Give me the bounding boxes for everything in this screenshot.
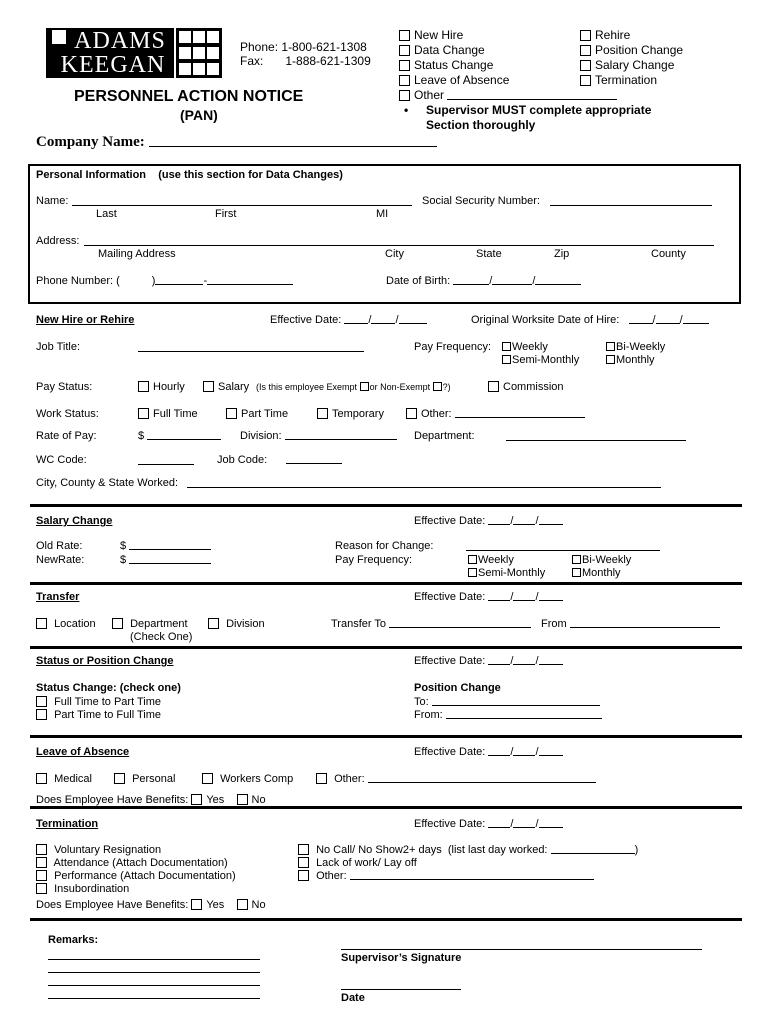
action-rehire[interactable]: Rehire [580,28,683,43]
location-worked-label: City, County & State Worked: [36,477,179,489]
status-pt-to-ft[interactable]: Part Time to Full Time [36,709,161,721]
location-worked-field[interactable] [187,478,661,488]
department-label: Department: [414,430,475,442]
divider [30,918,742,921]
divider [30,806,742,809]
term-benefits-no[interactable]: No [237,899,266,911]
pay-freq-weekly[interactable]: Weekly [502,341,548,353]
transfer-department[interactable]: Department [112,618,188,630]
leave-other[interactable]: Other: [316,773,596,785]
remarks-label: Remarks: [48,934,99,946]
divider [30,735,742,738]
name-part-last: Last [96,208,117,220]
address-field[interactable] [84,236,714,246]
position-from[interactable]: From: [414,709,602,721]
termination-benefits-row: Does Employee Have Benefits: Yes No [36,899,266,911]
ssn-label: Social Security Number: [422,195,540,207]
term-benefits-yes[interactable]: Yes [191,899,224,911]
status-effective-date: Effective Date: / / [414,655,563,667]
address-part-city: City [385,248,404,260]
work-status-other[interactable]: Other: [406,408,585,420]
pay-freq-monthly[interactable]: Monthly [606,354,655,366]
transfer-to[interactable]: Transfer To [331,618,531,630]
leave-effective-date: Effective Date: / / [414,746,563,758]
phone-number-row: Phone Number: ( ) - [36,275,293,287]
leave-benefits-row: Does Employee Have Benefits: Yes No [36,794,266,806]
name-part-first: First [215,208,237,220]
term-performance[interactable]: Performance (Attach Documentation) [36,870,236,883]
date-label: Date [341,992,365,1004]
pay-status-salary[interactable]: Salary [203,381,249,393]
original-worksite-date: Original Worksite Date of Hire: / / [471,314,709,326]
leave-medical[interactable]: Medical [36,773,92,785]
dob-day-field[interactable] [492,275,532,285]
transfer-effective-date: Effective Date: / / [414,591,563,603]
logo-text-adams: ADAMS [74,28,166,54]
term-attendance[interactable]: Attendance (Attach Documentation) [36,857,236,870]
new-hire-effective-date: Effective Date: / / [270,314,427,326]
action-types-right [580,28,683,88]
work-status-part-time[interactable]: Part Time [226,408,288,420]
form-subtitle: (PAN) [180,107,218,123]
address-label: Address: [36,235,80,247]
status-change-heading: Status or Position Change [36,655,174,667]
term-no-call[interactable]: No Call/ No Show2+ days (list last day worked: ) [298,844,638,857]
termination-effective-date: Effective Date: / / [414,818,563,830]
status-ft-to-pt[interactable]: Full Time to Part Time [36,696,161,708]
status-change-label: Status Change: (check one) [36,682,181,694]
termination-reasons-left [36,844,236,896]
position-change-label: Position Change [414,682,501,694]
exempt-question: (Is this employee Exempt or Non-Exempt ?) [256,382,451,392]
reason-field[interactable] [466,541,660,551]
address-part-state: State [476,248,502,260]
action-new-hire[interactable]: New Hire [399,28,617,43]
leave-benefits-yes[interactable]: Yes [191,794,224,806]
action-other[interactable]: Other [399,88,617,103]
new-hire-heading: New Hire or Rehire [36,314,135,326]
job-title-field[interactable] [138,342,364,352]
pay-freq-semimonthly[interactable]: Semi-Monthly [502,354,579,366]
address-part-county: County [651,248,686,260]
pay-status-hourly[interactable]: Hourly [138,381,185,393]
leave-heading: Leave of Absence [36,746,130,758]
name-label: Name: [36,195,69,207]
term-lack-of-work[interactable]: Lack of work/ Lay off [298,857,638,870]
job-title-label: Job Title: [36,341,81,353]
termination-heading: Termination [36,818,99,830]
leave-benefits-no[interactable]: No [237,794,266,806]
new-rate-field[interactable]: $ [120,554,211,566]
divider [30,504,742,507]
termination-reasons-right [298,844,638,883]
pay-status-commission[interactable]: Commission [488,381,564,393]
leave-workers-comp[interactable]: Workers Comp [202,773,293,785]
transfer-heading: Transfer [36,591,80,603]
position-to[interactable]: To: [414,696,600,708]
address-part-mailing: Mailing Address [98,248,176,260]
wc-code-field[interactable] [138,455,194,465]
action-leave-of-absence[interactable]: Leave of Absence [399,73,617,88]
dob-year-field[interactable] [535,275,581,285]
company-logo [46,28,222,78]
transfer-location[interactable]: Location [36,618,96,630]
action-position-change[interactable]: Position Change [580,43,683,58]
contact-phone: Phone: 1-800-621-1308 [240,40,367,54]
signature-field[interactable] [341,940,702,950]
contact-fax: Fax: 1-888-621-1309 [240,54,371,68]
salary-freq-semimonthly[interactable]: Semi-Monthly [468,567,545,579]
company-name-field[interactable] [149,137,437,147]
work-status-label: Work Status: [36,408,99,420]
remarks-line-4[interactable] [48,989,260,999]
divider [30,582,742,585]
signature-label: Supervisor’s Signature [341,952,462,964]
address-part-zip: Zip [554,248,570,260]
name-part-mi: MI [376,208,389,220]
department-field[interactable] [506,431,686,441]
salary-change-heading: Salary Change [36,515,113,527]
action-termination[interactable]: Termination [580,73,683,88]
salary-effective-date: Effective Date: / / [414,515,563,527]
action-status-change[interactable]: Status Change [399,58,617,73]
transfer-check-one: (Check One) [130,631,193,643]
form-title: PERSONNEL ACTION NOTICE [74,88,304,105]
salary-freq-biweekly[interactable]: Bi-Weekly [572,554,631,566]
salary-freq-weekly[interactable]: Weekly [468,554,514,566]
leave-personal[interactable]: Personal [114,773,175,785]
job-code-field[interactable]: Job Code: [217,454,342,466]
pay-frequency-label: Pay Frequency: [414,341,492,353]
name-field[interactable] [72,196,412,206]
wc-code-label: WC Code: [36,454,87,466]
reason-label: Reason for Change: [335,540,434,552]
action-salary-change[interactable]: Salary Change [580,58,683,73]
term-voluntary[interactable]: Voluntary Resignation [36,844,236,857]
transfer-division[interactable]: Division [208,618,265,630]
action-data-change[interactable]: Data Change [399,43,617,58]
supervisor-note: • Supervisor MUST complete appropriate Section thoroughly [404,103,652,132]
transfer-from[interactable]: From [541,618,720,630]
work-status-full-time[interactable]: Full Time [138,408,198,420]
phone-line-field[interactable] [207,275,293,285]
personal-info-heading: Personal Information (use this section for Data Changes) [36,169,343,181]
remarks-line-2[interactable] [48,963,260,973]
date-field[interactable] [341,980,461,990]
rate-of-pay-field[interactable]: $ [138,430,221,442]
new-rate-label: NewRate: [36,554,85,566]
term-insubordination[interactable]: Insubordination [36,883,236,896]
remarks-line-1[interactable] [48,950,260,960]
company-name-label: Company Name: [36,134,437,151]
ssn-field[interactable] [550,196,712,206]
old-rate-field[interactable]: $ [120,540,211,552]
logo-text-keegan: KEEGAN [60,52,166,78]
divider [30,646,742,649]
old-rate-label: Old Rate: [36,540,83,552]
salary-pay-frequency-label: Pay Frequency: [335,554,413,566]
dob-row: Date of Birth: / / [386,275,581,287]
pay-status-label: Pay Status: [36,381,93,393]
pay-freq-biweekly[interactable]: Bi-Weekly [606,341,665,353]
rate-of-pay-label: Rate of Pay: [36,430,97,442]
exempt-checkbox[interactable] [360,382,369,391]
term-other[interactable]: Other: [298,870,638,883]
division-field[interactable]: Division: [240,430,397,442]
work-status-temporary[interactable]: Temporary [317,408,384,420]
salary-freq-monthly[interactable]: Monthly [572,567,621,579]
phone-prefix-field[interactable] [155,275,203,285]
dob-month-field[interactable] [453,275,489,285]
non-exempt-checkbox[interactable] [433,382,442,391]
remarks-line-3[interactable] [48,976,260,986]
